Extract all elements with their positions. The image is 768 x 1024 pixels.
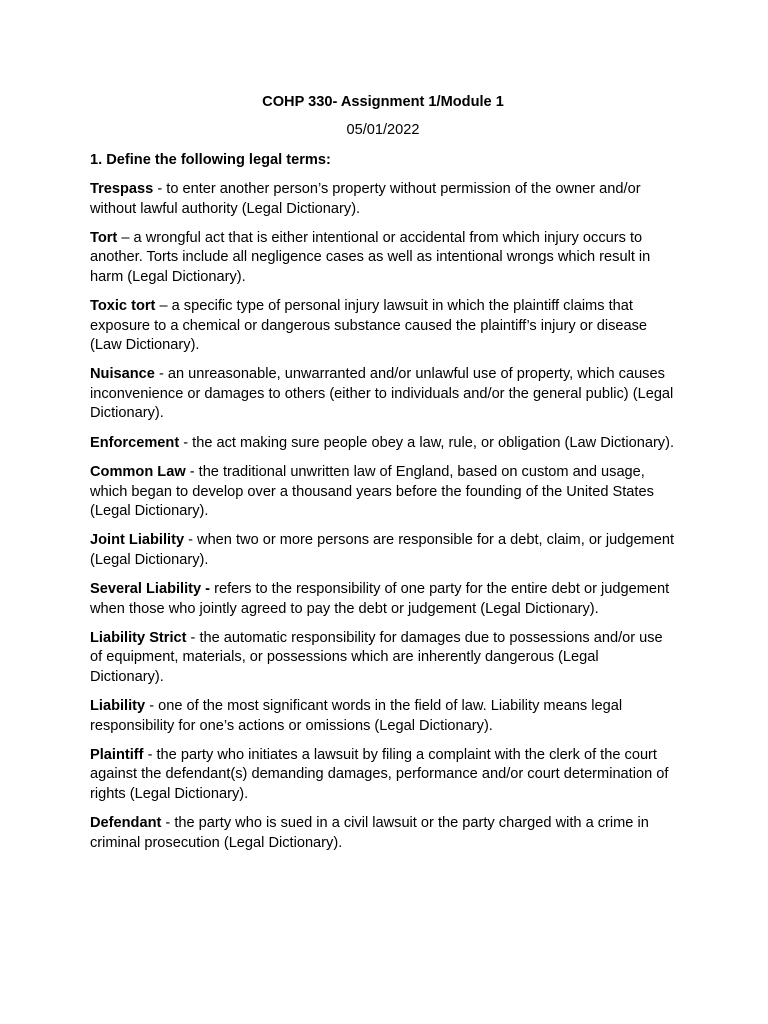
term: Joint Liability: [90, 532, 185, 549]
term: Liability Strict: [90, 629, 187, 646]
definition-entry-trespass: [90, 180, 676, 219]
definition-entry-several-liability: [90, 580, 676, 619]
term: Enforcement: [90, 434, 180, 451]
term: Common Law: [90, 464, 186, 481]
definition-entry-joint-liability: [90, 531, 676, 570]
document-date: 05/01/2022: [346, 122, 420, 139]
document-title: COHP 330- Assignment 1/Module 1: [262, 94, 504, 110]
term: Liability: [90, 698, 146, 715]
term: Tort: [90, 230, 118, 247]
definition-entry-toxic-tort: [90, 297, 676, 355]
definition-entry-liability: [90, 697, 676, 736]
definition-entry-liability-strict: [90, 629, 676, 687]
definition-entry-plaintiff: [90, 746, 676, 804]
definition: - one of the most significant words in the field of law. Liability means legal responsibility for one’s actions or omissions (Legal Dictionary).: [90, 698, 623, 734]
definition: - the automatic responsibility for damages due to possessions and/or use of equipment, materials, or possessions which are inherently dangerous (Legal Dictionary).: [90, 629, 663, 685]
term: Defendant: [90, 815, 162, 832]
definition-entry-enforcement: [90, 434, 676, 453]
definition-entry-common-law: [90, 463, 676, 521]
definition: - the act making sure people obey a law, rule, or obligation (Law Dictionary).: [179, 434, 675, 451]
definition: – a wrongful act that is either intentional or accidental from which injury occurs to another. Torts include all negligence cases as well as intentional wrongs which result in harm (Legal Dictionary).: [90, 230, 651, 285]
definition: refers to the responsibility of one party for the entire debt or judgement when those who jointly agreed to pay the debt or judgement (Legal Dictionary).: [90, 581, 670, 617]
definition: - the party who is sued in a civil lawsuit or the party charged with a crime in criminal prosecution (Legal Dictionary).: [90, 815, 649, 851]
term: Nuisance: [90, 366, 155, 383]
term: Several Liability -: [90, 581, 211, 598]
definition-entry-defendant: [90, 814, 676, 853]
term: Trespass: [90, 181, 154, 198]
question-heading: 1. Define the following legal terms:: [90, 151, 331, 168]
definition-entry-nuisance: [90, 365, 676, 423]
definition: - to enter another person’s property without permission of the owner and/or without lawful authority (Legal Dictionary).: [90, 181, 641, 217]
definition-entry-tort: [90, 229, 676, 287]
definition: - the traditional unwritten law of England, based on custom and usage, which began to develop over a thousand years before the founding of the United States (Legal Dictionary).: [90, 464, 654, 519]
definition: - an unreasonable, unwarranted and/or unlawful use of property, which causes inconvenience or damages to others (either to individuals and/or the general public) (Legal Dictionary).: [90, 366, 674, 422]
definition: - the party who initiates a lawsuit by filing a complaint with the clerk of the court against the defendant(s) demanding damages, performance and/or court determination of rights (Legal Dictionary).: [90, 746, 669, 802]
definition: – a specific type of personal injury lawsuit in which the plaintiff claims that exposure to a chemical or dangerous substance caused the plaintiff’s injury or disease (Law Dictionary).: [90, 298, 648, 354]
definition: - when two or more persons are responsible for a debt, claim, or judgement (Legal Dictionary).: [90, 532, 675, 568]
term: Plaintiff: [90, 746, 144, 763]
term: Toxic tort: [90, 298, 156, 315]
